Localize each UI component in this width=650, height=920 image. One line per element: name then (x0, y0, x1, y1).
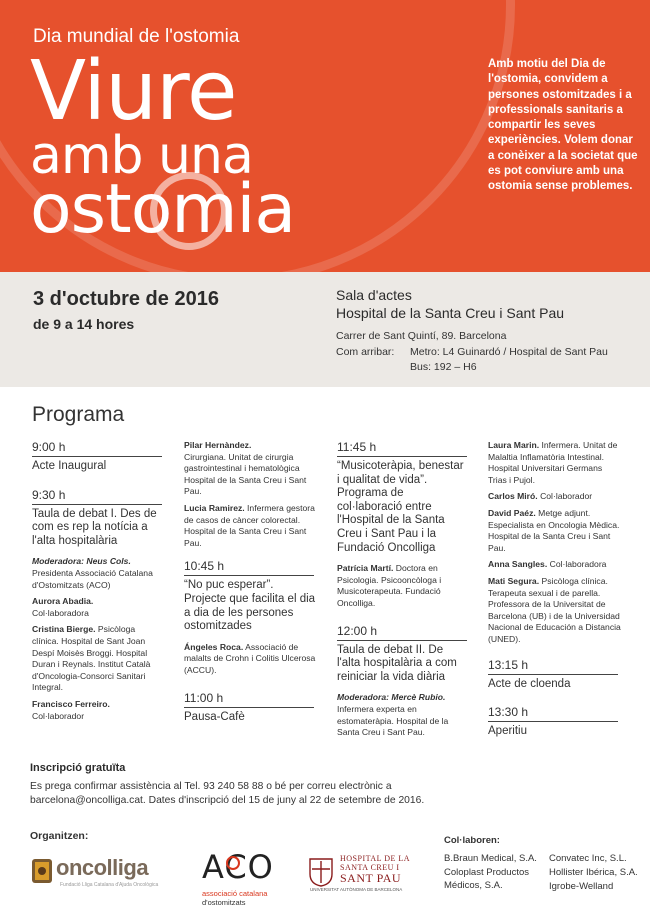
participant: Mati Segura. Psicòloga clínica. Terapeuta sexual i de parella. Professora de la Universitat de Barcelona (UB) i de la Universidad Nacional de Educación a Distancia (UNED). (488, 575, 621, 644)
hero-title-line2: amb una (30, 126, 253, 186)
event-title: Taula de debat II. De l'alta hospitalària a com reiniciar la vida diària (337, 643, 457, 683)
participant: Cristina Bierge. Psicòloga clínica. Hospital de Sant Joan Despí Moisès Broggi. Hospital Duran i Reynals. Institut Català d'Oncologia-Consorci Sanitari Integral. (32, 624, 151, 693)
hero-intro: Amb motiu del Dia de l'ostomia, convidem a persones ostomitzades i a professionals sanitaris a compartir les seves experiències. Volem donar a conèixer a la societat que es pot conviure amb una ostomia sense problemes. (488, 58, 638, 193)
time-slot: 10:45 h (184, 559, 314, 576)
program-column-2 (184, 440, 316, 732)
venue-line1: Sala d'actes (336, 287, 412, 303)
arrive-label: Com arribar: (336, 346, 395, 358)
program-column-3 (337, 440, 469, 744)
hero-title-line1: Viure (30, 44, 237, 139)
participant: Laura Marin. Infermera. Unitat de Malaltia Inflamatòria Intestinal. Hospital Universitari Germans Trias i Pujol. (488, 440, 618, 485)
hospital-name-4: UNIVERSITAT AUTÒNOMA DE BARCELONA (310, 887, 403, 892)
collaborator: Hollister Ibérica, S.A. (549, 867, 638, 878)
event-title: “Musicoteràpia, benestar i qualitat de vida”. Programa de col·laboració entre l'Hospital de la Santa Creu i Sant Pau i la Fundació Oncolliga (337, 460, 464, 554)
aco-logo (200, 848, 300, 908)
collaborator: Coloplast Productos Médicos, S.A. (444, 867, 530, 891)
venue-line2: Hospital de la Santa Creu i Sant Pau (336, 305, 565, 321)
participant: Pilar Hernàndez. Cirurgiana. Unitat de cirurgia gastrointestinal i hematològica Hospital de la Santa Creu i Sant Pau. (184, 440, 307, 497)
hospital-logo (308, 852, 448, 897)
time-slot: 9:30 h (32, 488, 162, 505)
hospital-name-2: SANTA CREU I (340, 863, 400, 872)
oncolliga-wordmark: oncolliga (56, 855, 149, 880)
aco-subtitle-2: d'ostomitzats (202, 898, 246, 907)
collaborator: Igrobe-Welland (549, 881, 614, 892)
time-slot: 11:45 h (337, 440, 467, 457)
event-title: Taula de debat I. Des de com es rep la notícia a l'alta hospitalària (32, 507, 157, 547)
inscription-title: Inscripció gratuïta (30, 762, 126, 774)
hero-banner (0, 0, 650, 272)
participant: Francisco Ferreiro. Col·laborador (32, 698, 110, 721)
time-slot: 12:00 h (337, 624, 467, 641)
aco-ring (226, 856, 240, 870)
oncolliga-logo (30, 855, 180, 895)
hero-subtitle: Dia mundial de l'ostomia (33, 26, 240, 47)
participant: Anna Sangles. Col·laboradora (488, 559, 607, 570)
time-slot: 13:30 h (488, 705, 618, 722)
event-address: Carrer de Sant Quintí, 89. Barcelona (336, 330, 507, 342)
time-slot: 11:00 h (184, 691, 314, 708)
collaborator: Convatec Inc, S.L. (549, 853, 627, 864)
aco-subtitle-1: associació catalana (202, 889, 268, 898)
arrive-bus: Bus: 192 – H6 (410, 361, 477, 373)
program-title: Programa (32, 403, 125, 426)
hero-title-line3: ostomia (30, 170, 296, 249)
aco-wordmark: ACO (202, 848, 274, 886)
participant: Carlos Miró. Col·laborador (488, 491, 593, 502)
collaborator: B.Braun Medical, S.A. (444, 853, 537, 864)
oncolliga-icon (30, 858, 54, 884)
time-slot: 13:15 h (488, 658, 618, 675)
inscription-text: Es prega confirmar assistència al Tel. 93 240 58 88 o bé per correu electrònic a barcelona@oncolliga.cat. Dates d'inscripció del 15 de juny al 22 de setembre de 2016. (30, 781, 425, 806)
hospital-name-1: HOSPITAL DE LA (340, 854, 411, 863)
collaborators-title: Col·laboren: (444, 835, 500, 846)
participant: David Paéz. Metge adjunt. Especialista en Oncologia Mèdica. Hospital de la Santa Creu i Sant Pau. (488, 507, 620, 553)
event-title: Pausa-Cafè (184, 710, 245, 723)
hospital-name-3: SANT PAU (340, 871, 402, 885)
hospital-crest-icon (308, 857, 334, 887)
participant: Moderadora: Mercè Rubio. Infermera experta en estomateràpia. Hospital de la Santa Creu i Sant Pau. (337, 692, 449, 738)
event-hours: de 9 a 14 hores (33, 316, 135, 332)
oncolliga-subtitle: Fundació Lliga Catalana d'Ajuda Oncològica (60, 882, 159, 888)
participant: Patrícia Martí. Doctora en Psicologia. Psicooncòloga i Musicoterapeuta. Fundació Oncolliga. (337, 563, 442, 608)
program-column-4 (488, 440, 623, 747)
event-venue (336, 286, 564, 322)
event-title: Acte Inaugural (32, 460, 107, 472)
participant: Lucia Ramirez. Infermera gestora de casos de càncer colorectal. Hospital de la Santa Creu i Sant Pau. (184, 502, 315, 548)
participant: Ángeles Roca. Associació de malalts de Crohn i Colitis Ulcerosa (ACCU). (184, 641, 316, 675)
arrive-metro: Metro: L4 Guinardó / Hospital de Sant Pau (410, 346, 608, 358)
event-date: 3 d'octubre de 2016 (33, 288, 219, 310)
event-title: Aperitiu (488, 725, 527, 738)
event-title: “No puc esperar”. Projecte que facilita el dia a dia de les persones ostomitzades (184, 579, 316, 633)
participant: Aurora Abadia. Col·laboradora (32, 596, 94, 618)
program-column-1 (32, 440, 164, 727)
time-slot: 9:00 h (32, 440, 162, 457)
participant: Moderadora: Neus Cols. Presidenta Associació Catalana d'Ostomitzats (ACO) (32, 556, 153, 590)
event-title: Acte de cloenda (488, 677, 571, 690)
organizers-title: Organitzen: (30, 830, 89, 842)
